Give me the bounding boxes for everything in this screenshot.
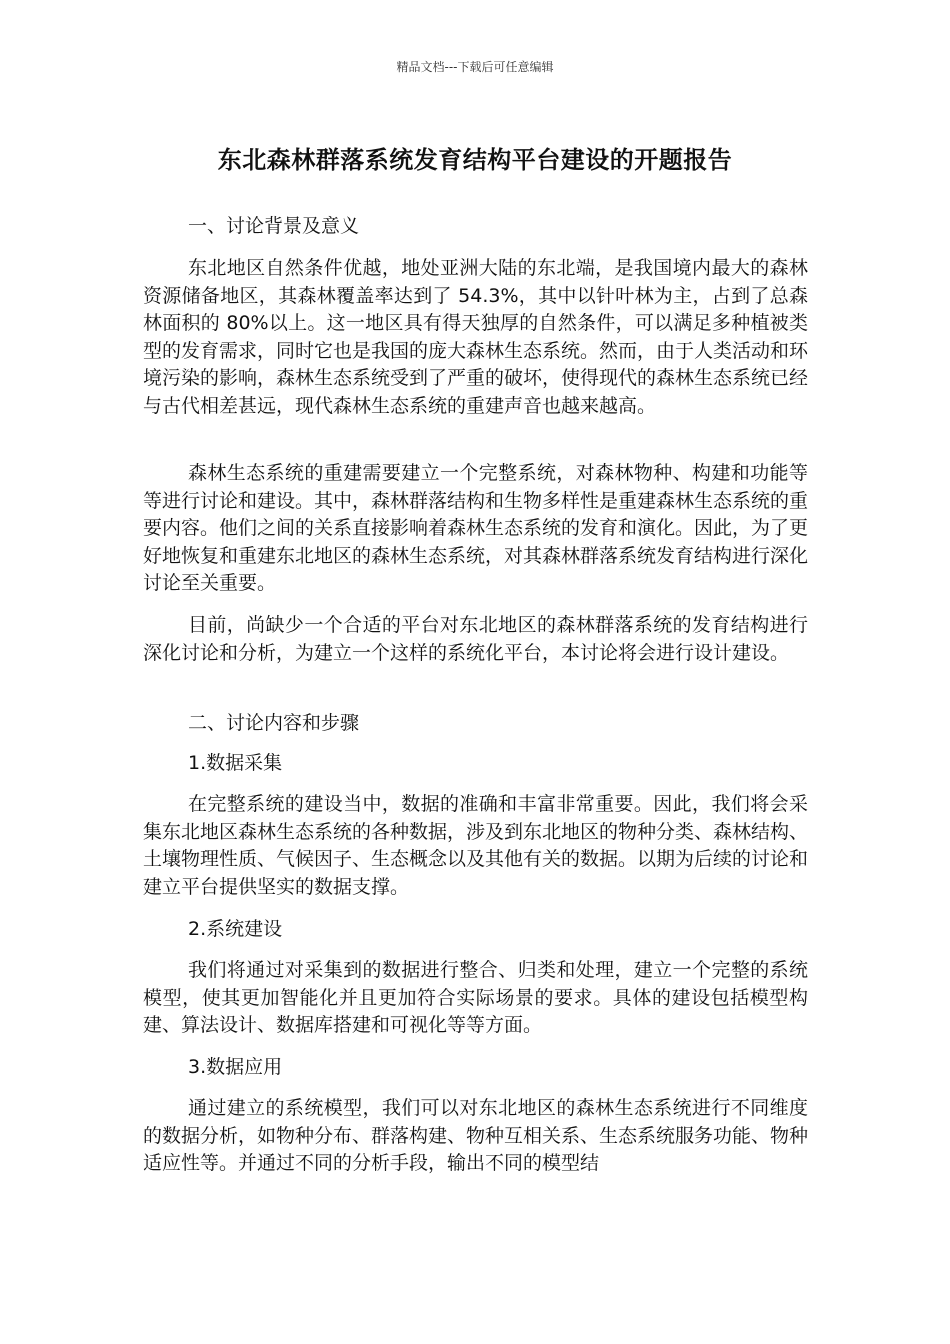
paragraph-background-1 (143, 255, 808, 420)
document-title: 东北森林群落系统发育结构平台建设的开题报告 (217, 146, 733, 174)
paragraph-text: 通过建立的系统模型，我们可以对东北地区的森林生态系统进行不同维度的数据分析，如物种分布、群落构建、物种互相关系、生态系统服务功能、物种适应性等。并通过不同的分析手段，输出不同的模型结 (143, 1097, 809, 1174)
step-heading-data-application: 3.数据应用 (188, 1056, 283, 1078)
step-heading-data-collection: 1.数据采集 (188, 752, 283, 774)
paragraph-text: 我们将通过对采集到的数据进行整合、归类和处理，建立一个完整的系统模型，使其更加智能化并且更加符合实际场景的要求。具体的建设包括模型构建、算法设计、数据库搭建和可视化等等方面。 (143, 959, 808, 1036)
paragraph-background-3 (143, 612, 808, 667)
paragraph-data-collection (143, 791, 808, 901)
paragraph-text: 森林生态系统的重建需要建立一个完整系统，对森林物种、构建和功能等等进行讨论和建设。其中，森林群落结构和生物多样性是重建森林生态系统的重要内容。他们之间的关系直接影响着森林生态系统的发育和演化。因此，为了更好地恢复和重建东北地区的森林生态系统，对其森林群落系统发育结构进行深化讨论至关重要。 (143, 462, 809, 594)
paragraph-text: 目前，尚缺少一个合适的平台对东北地区的森林群落系统的发育结构进行深化讨论和分析，为建立一个这样的系统化平台，本讨论将会进行设计建设。 (143, 614, 808, 664)
step-heading-system-build: 2.系统建设 (188, 918, 283, 940)
paragraph-background-2 (143, 460, 808, 598)
section-heading-background: 一、讨论背景及意义 (188, 215, 360, 237)
paragraph-text: 东北地区自然条件优越，地处亚洲大陆的东北端，是我国境内最大的森林资源储备地区，其森林覆盖率达到了 54.3%，其中以针叶林为主，占到了总森林面积的 80%以上。这一地区具有得天独厚的自然条件，可以满足多种植被类型的发育需求，同时它也是我国的庞大森林生态系统。然而，由于人类活动和环境污染的影响，森林生态系统受到了严重的破坏，使得现代的森林生态系统已经与古代相差甚远，现代森林生态系统的重建声音也越来越高。 (143, 257, 809, 417)
section-heading-content: 二、讨论内容和步骤 (188, 712, 360, 734)
paragraph-data-application (143, 1095, 808, 1178)
header-note: 精品文档---下载后可任意编辑 (396, 60, 554, 74)
paragraph-system-build (143, 957, 808, 1040)
paragraph-text: 在完整系统的建设当中，数据的准确和丰富非常重要。因此，我们将会采集东北地区森林生态系统的各种数据，涉及到东北地区的物种分类、森林结构、土壤物理性质、气候因子、生态概念以及其他有关的数据。以期为后续的讨论和建立平台提供坚实的数据支撑。 (143, 793, 809, 898)
